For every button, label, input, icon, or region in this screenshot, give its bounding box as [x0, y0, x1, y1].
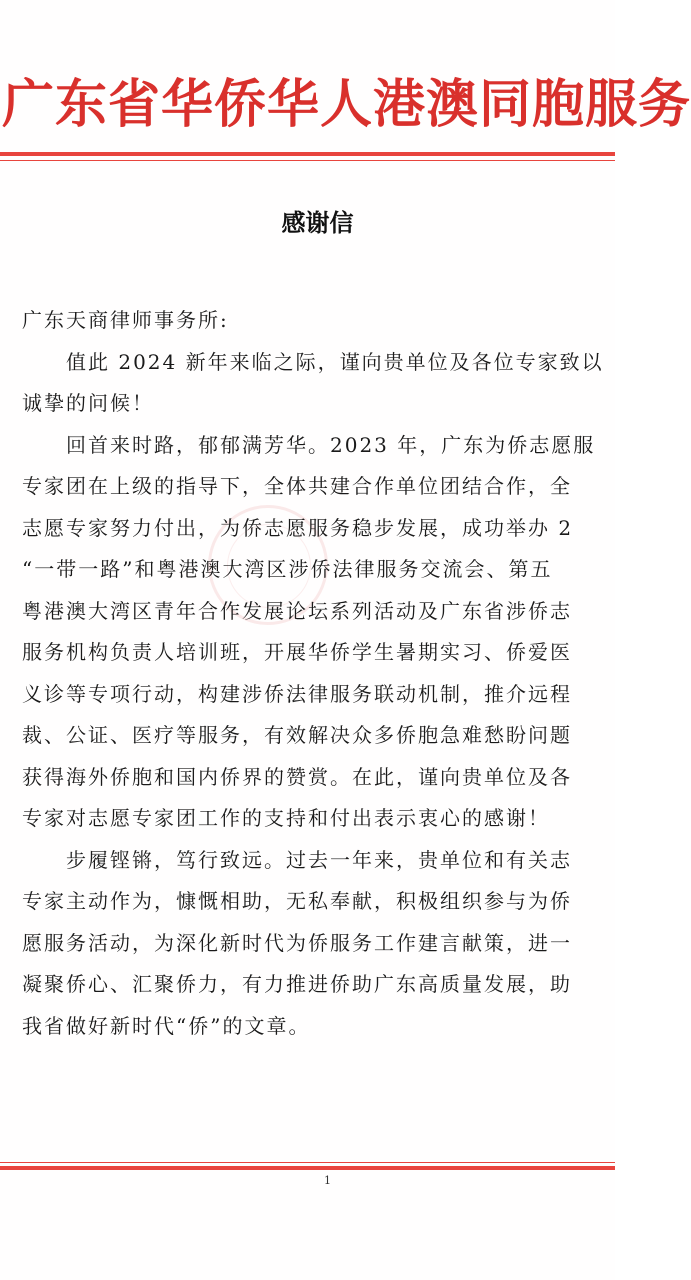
paragraph-line: 值此 2024 新年来临之际，谨向贵单位及各位专家致以: [66, 349, 604, 374]
paragraph-line: 愿服务活动，为深化新时代为侨服务工作建言献策，进一: [22, 930, 572, 955]
paragraph-line: 专家团在上级的指导下，全体共建合作单位团结合作，全: [22, 474, 572, 498]
footer-rule-thick: [0, 1166, 615, 1170]
paragraph-line: 志愿专家努力付出，为侨志愿服务稳步发展，成功举办 2: [22, 515, 574, 540]
footer-rule-thin: [0, 1162, 615, 1163]
paragraph-line: 获得海外侨胞和国内侨界的赞赏。在此，谨向贵单位及各: [22, 764, 572, 789]
paragraph-line: 裁、公证、医疗等服务，有效解决众多侨胞急难愁盼问题: [22, 723, 572, 747]
paragraph-line: 义诊等专项行动，构建涉侨法律服务联动机制，推介远程: [22, 681, 572, 706]
paragraph-line: 专家主动作为，慷慨相助，无私奉献，积极组织参与为侨: [22, 889, 572, 913]
paragraph-line: 专家对志愿专家团工作的支持和付出表示衷心的感谢！: [22, 806, 550, 830]
paragraph-line: 粤港澳大湾区青年合作发展论坛系列活动及广东省涉侨志: [22, 598, 572, 623]
paragraph-line: 诚挚的问候！: [22, 391, 154, 415]
paragraph-line: 我省做好新时代“侨”的文章。: [22, 1013, 311, 1038]
salutation: 广东天商律师事务所:: [22, 308, 229, 332]
paragraph-line: 服务机构负责人培训班，开展华侨学生暑期实习、侨爱医: [22, 640, 572, 664]
letter-title: 感谢信: [281, 209, 354, 237]
letterhead-rule-thin: [0, 160, 615, 161]
page-number: 1: [324, 1174, 331, 1187]
letterhead-org-name: 广东省华侨华人港澳同胞服务: [2, 75, 691, 135]
paragraph-line: 回首来时路，郁郁满芳华。2023 年，广东为侨志愿服: [66, 432, 596, 457]
letterhead: [0, 70, 691, 140]
paragraph-line: 步履铿锵，笃行致远。过去一年来，贵单位和有关志: [66, 847, 572, 872]
paragraph-line: “一带一路”和粤港澳大湾区涉侨法律服务交流会、第五: [22, 557, 553, 581]
bleed-through-texture: [150, 165, 615, 315]
letterhead-rule-thick: [0, 152, 615, 156]
letter-body: [22, 300, 615, 1047]
paragraph-line: 凝聚侨心、汇聚侨力，有力推进侨助广东高质量发展，助: [22, 972, 572, 996]
